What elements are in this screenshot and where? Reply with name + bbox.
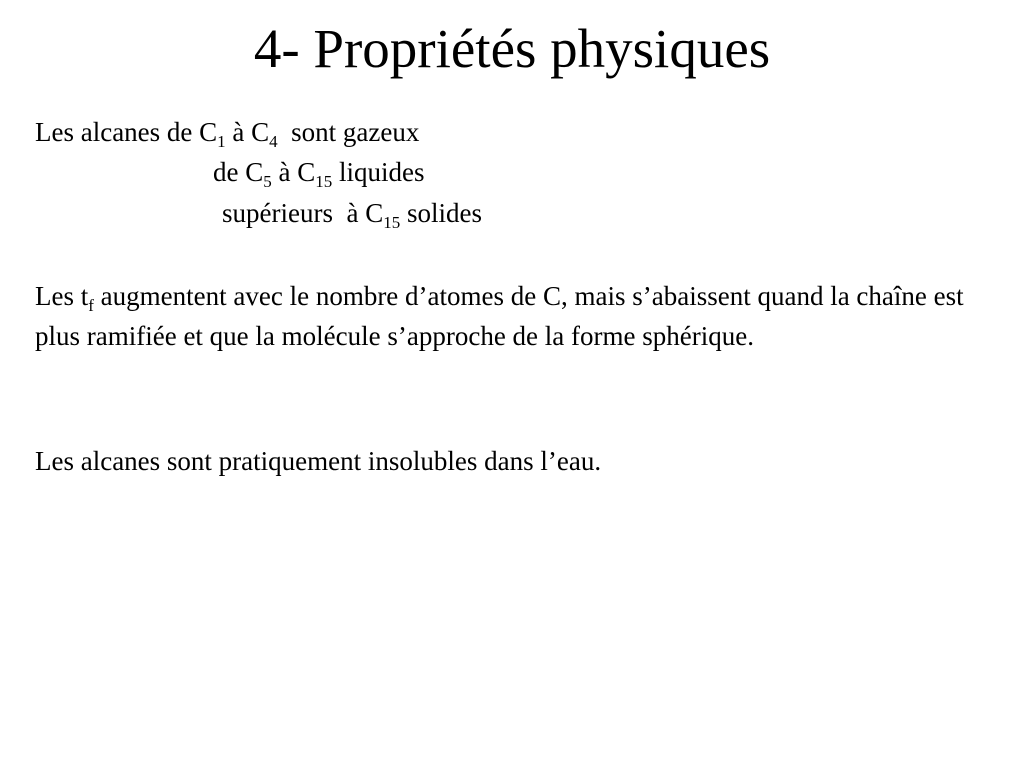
subscript: f (88, 296, 94, 315)
paragraph-text: augmentent avec le nombre d’atomes de C, mais s’abaissent quand la chaîne est plus ramifiée et que la molécule s’approche de la forme sphérique. (35, 281, 964, 351)
state-line-text: solides (400, 198, 482, 228)
subscript: 4 (269, 132, 278, 151)
state-line-gaseous (35, 112, 419, 152)
melting-point-paragraph (35, 276, 985, 356)
solubility-paragraph: Les alcanes sont pratiquement insolubles dans l’eau. (35, 446, 602, 476)
state-line-text: à C (271, 157, 316, 187)
paragraph-text: Les t (35, 281, 89, 311)
state-line-solid (222, 193, 482, 233)
slide-title: 4- Propriétés physiques (253, 18, 771, 79)
subscript: 15 (383, 213, 401, 232)
state-line-text: sont gazeux (277, 117, 420, 147)
subscript: 5 (263, 172, 272, 191)
state-line-text: supérieurs à C (222, 198, 384, 228)
subscript: 15 (315, 172, 333, 191)
state-line-text: de C (213, 157, 264, 187)
state-line-text: à C (225, 117, 270, 147)
state-line-text: liquides (332, 157, 425, 187)
state-line-text: Les alcanes de C (35, 117, 218, 147)
subscript: 1 (217, 132, 226, 151)
state-line-liquid (213, 152, 425, 192)
